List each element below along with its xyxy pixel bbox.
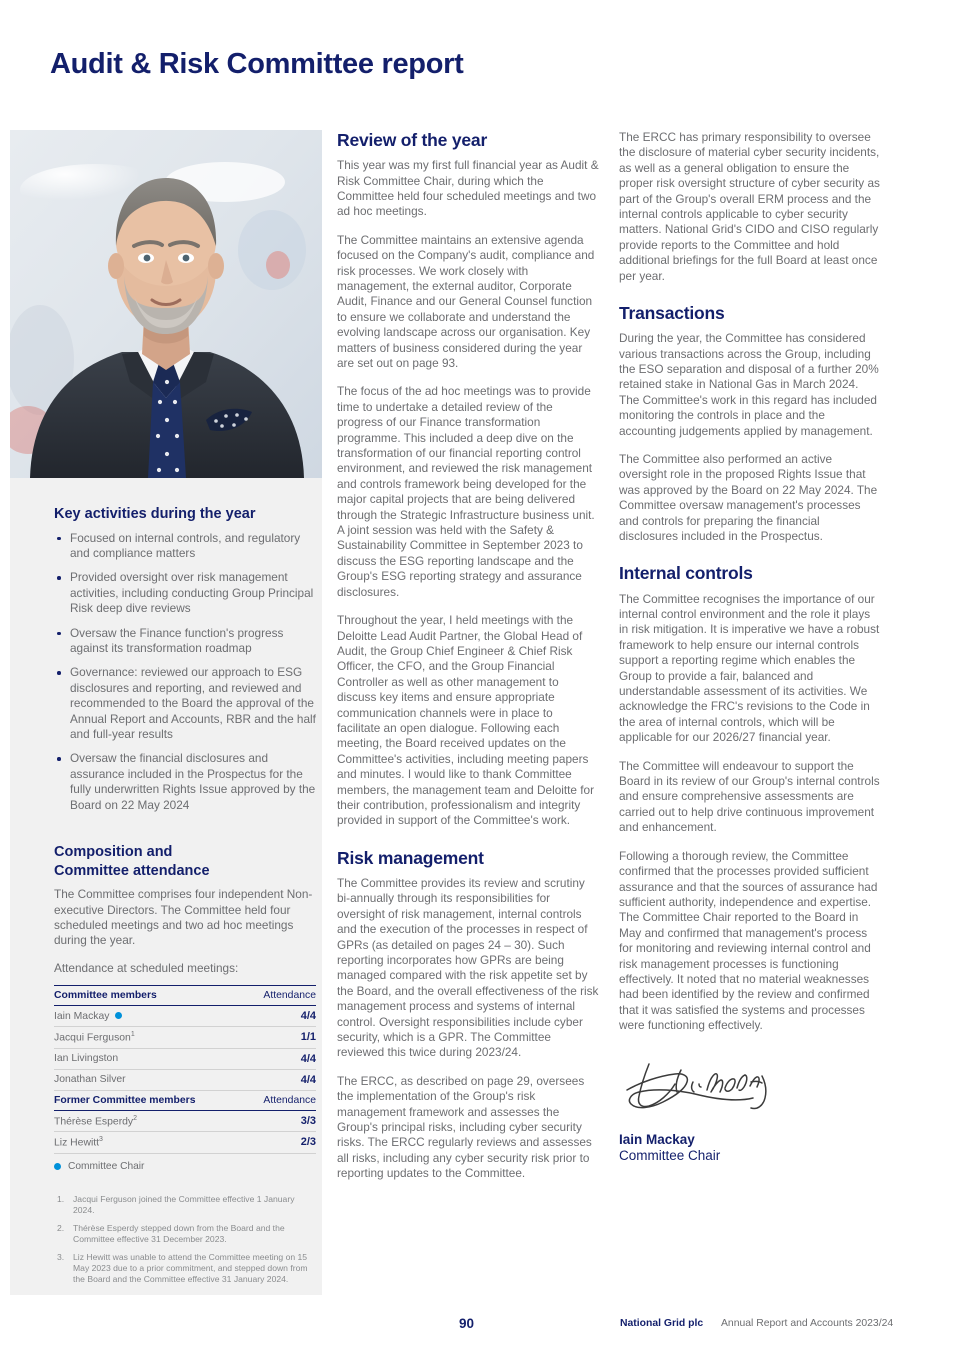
- composition-heading-line2: Committee attendance: [54, 862, 210, 879]
- paragraph: The ERCC has primary responsibility to oversee the disclosure of material cyber security incidents, as well as a general obligation to ensure the proper risk oversight structure of cyber security as part of the Group's overall ERM process and the internal controls applicable to cyber security matters. National Grid's CIDO and CISO regularly provide reports to the Committee and hold additional briefings for the full Board at least once per year.: [619, 130, 880, 283]
- table-row: [54, 1027, 316, 1048]
- composition-paragraph: The Committee comprises four independent Non-executive Directors. The Committee held four scheduled meetings and two ad hoc meetings during the year.: [54, 887, 313, 948]
- list-item: Provided oversight over risk management activities, including conducting Group Principal Risk deep dive reviews: [54, 570, 316, 616]
- member-attendance: 4/4: [236, 1006, 316, 1027]
- composition-heading: [54, 843, 316, 880]
- paragraph: The focus of the ad hoc meetings was to provide time to undertake a detailed review of the progress of our Finance transformation programme. This included a deep dive on the transformation of our financial reporting control environment, and reviewed the risk management and controls framework being developed for the major capital projects that are being delivered through the Strategic Infrastructure business unit. A joint session was held with the Safety & Sustainability Committee in September 2023 to discuss the ESG reporting landscape and the Group's ESG reporting strategy and assurance disclosures.: [337, 384, 595, 599]
- page-title: Audit & Risk Committee report: [50, 48, 464, 80]
- member-name-text: Liz Hewitt: [54, 1137, 100, 1149]
- table-row: [54, 1110, 316, 1131]
- chair-legend: [54, 1161, 316, 1172]
- handwritten-signature-icon: [619, 1056, 789, 1128]
- table-row: [54, 1006, 316, 1027]
- review-of-the-year-heading: Review of the year: [337, 130, 488, 150]
- member-name-text: Jacqui Ferguson: [54, 1032, 131, 1044]
- member-name: Jonathan Silver: [54, 1069, 236, 1090]
- column-header-members: Committee members: [54, 986, 236, 1006]
- list-item: Focused on internal controls, and regulatory and compliance matters: [54, 531, 316, 562]
- signature-name: Iain Mackay: [619, 1131, 695, 1147]
- attendance-table: [54, 985, 316, 1153]
- key-activities-heading: Key activities during the year: [54, 506, 256, 522]
- chair-legend-label: Committee Chair: [68, 1160, 145, 1172]
- paragraph: The Committee recognises the importance of our internal control environment and the role it plays in risk mitigation. It is imperative we have a robust framework to help ensure our internal controls support a reporting regime which enables the Group to provide a fair, balanced and understandable assessment of its activities. We acknowledge the FRC's revisions to the Code in the area of internal controls, which will be applicable for our 2026/27 financial year.: [619, 591, 880, 745]
- footnote-item: Liz Hewitt was unable to attend the Committee meeting on 15 May 2023 due to a prior commitment, and stepped down from the Board and the Committee effective 31 January 2024.: [73, 1251, 308, 1284]
- column-header-attendance: Attendance: [236, 986, 316, 1006]
- member-name: [54, 1027, 236, 1048]
- paragraph: During the year, the Committee has considered various transactions across the Group, including the ESO separation and disposal of a further 20% retained stake in National Gas in March 2024. The Committee's work in this regard has included monitoring the controls in place and the accounting judgements applied by management.: [619, 331, 879, 438]
- table-header-row-former: [54, 1090, 316, 1110]
- paragraph: The Committee will endeavour to support the Board in its review of our Group's internal controls and ensure comprehensive assessments are carried out to help drive continuous improvement and enhancement.: [619, 758, 880, 835]
- list-item: Governance: reviewed our approach to ESG disclosures and reporting, and reviewed and recommended to the Board the approval of the Annual Report and Accounts, RBR and the half and full-year results: [54, 665, 316, 742]
- right-column: [619, 130, 881, 1163]
- footnotes-list: [54, 1194, 316, 1285]
- risk-management-heading: Risk management: [337, 847, 484, 868]
- key-activities-list: [54, 531, 316, 814]
- column-header-former-members: Former Committee members: [54, 1090, 236, 1110]
- transactions-heading: Transactions: [619, 303, 725, 324]
- footnote-marker: 3: [99, 1136, 103, 1144]
- member-name-text: Iain Mackay: [54, 1010, 110, 1022]
- company-name: National Grid plc: [620, 1318, 704, 1329]
- table-row: [54, 1132, 316, 1153]
- member-attendance: 4/4: [236, 1069, 316, 1090]
- member-attendance: 1/1: [236, 1027, 316, 1048]
- paragraph: The ERCC, as described on page 29, oversees the implementation of the Group's risk management framework and assesses the Group's principal risks, including cyber security risks. The ERCC regularly reviews and assesses all risks, including any cyber security risk prior to reporting updates to the Committee.: [337, 1073, 592, 1181]
- paragraph: Following a thorough review, the Committee confirmed that the processes provided sufficient assurance and that the sources of assurance had sufficient authority, independence and expertise. The Committee Chair reported to the Board in May and confirmed that management's process for monitoring and reviewing internal control and risk management processes is functioning effectively. It noted that no material weaknesses had been identified by the review and confirmed that it was satisfied the systems and processes were functioning effectively.: [619, 848, 878, 1033]
- paragraph: The Committee provides its review and scrutiny bi-annually through its responsibilities for oversight of risk management, internal controls and the execution of the processes in respect of GPRs (as detailed on pages 24 – 30). Such reporting incorporates how GPRs are being managed compared with the risk appetite set by the Board, and the overall effectiveness of the risk management process and systems of internal control. Oversight responsibilities include cyber security, which is a GPR. The Committee reviewed this twice during 2023/24.: [337, 875, 599, 1060]
- list-item: Oversaw the Finance function's progress against its transformation roadmap: [54, 626, 316, 657]
- footnote-item: Jacqui Ferguson joined the Committee effective 1 January 2024.: [73, 1193, 295, 1215]
- member-name: [54, 1006, 236, 1027]
- left-sidebar-content: [54, 505, 316, 1292]
- paragraph: This year was my first full financial year as Audit & Risk Committee Chair, during which the Committee held four scheduled meetings and two ad hoc meetings.: [337, 158, 599, 219]
- member-name: [54, 1110, 236, 1131]
- chair-portrait-photo: [10, 130, 322, 478]
- signature-block: [619, 1056, 881, 1163]
- chair-indicator-dot: [115, 1012, 122, 1019]
- document-reference: Annual Report and Accounts 2023/24: [721, 1318, 894, 1329]
- table-header-row: [54, 986, 316, 1006]
- table-row: [54, 1069, 316, 1090]
- signature-role: Committee Chair: [619, 1147, 721, 1163]
- member-name-text: Thérèse Esperdy: [54, 1116, 134, 1128]
- paragraph: The Committee also performed an active oversight role in the proposed Rights Issue that was approved by the Board on 22 May 2024. The Committee oversaw management's processes and controls for preparing the financial disclosures included in the Prospectus.: [619, 452, 878, 544]
- footnote-item: Thérèse Esperdy stepped down from the Board and the Committee effective 31 December 2023.: [73, 1222, 285, 1244]
- attendance-label: Attendance at scheduled meetings:: [54, 960, 239, 975]
- member-name: Ian Livingston: [54, 1048, 236, 1069]
- table-row: [54, 1048, 316, 1069]
- composition-heading-line1: Composition and: [54, 844, 173, 861]
- member-attendance: 4/4: [236, 1048, 316, 1069]
- member-name: [54, 1132, 236, 1153]
- page-footer: [0, 1316, 965, 1340]
- internal-controls-heading: Internal controls: [619, 563, 753, 584]
- paragraph: The Committee maintains an extensive agenda focused on the Company's audit, compliance and risk processes. We work closely with management, the external auditor, Corporate Audit, Finance and our General Counsel function to ensure we collaborate and understand the evolving landscape across our organisation. Key matters of business considered during the year are set out on page 93.: [337, 232, 595, 370]
- member-attendance: 3/3: [236, 1110, 316, 1131]
- footnote-marker: 2: [133, 1114, 138, 1122]
- middle-column: [337, 130, 599, 1195]
- composition-block: [54, 843, 316, 1285]
- list-item: Oversaw the financial disclosures and assurance included in the Prospectus for the fully underwritten Rights Issue approved by the Board on 22 May 2024: [54, 751, 316, 813]
- column-header-former-attendance: Attendance: [236, 1090, 316, 1110]
- chair-dot-icon: [54, 1163, 61, 1170]
- member-attendance: 2/3: [236, 1132, 316, 1153]
- page-number: 90: [459, 1316, 475, 1331]
- paragraph: Throughout the year, I held meetings with the Deloitte Lead Audit Partner, the Global Head of Audit, the Group Chief Engineer & Chief Risk Officer, the CFO, and the Group Financial Controller as well as other management to discuss key items and ensure appropriate communication channels were in place to facilitate an open dialogue. Following each meeting, the Board received updates on the Committee's activities, including meeting papers and minutes. I would like to thank Committee members, the management team and Deloitte for their contribution, professionalism and integrity provided in support of the Committee's work.: [337, 613, 595, 828]
- footnote-marker: 1: [130, 1031, 135, 1039]
